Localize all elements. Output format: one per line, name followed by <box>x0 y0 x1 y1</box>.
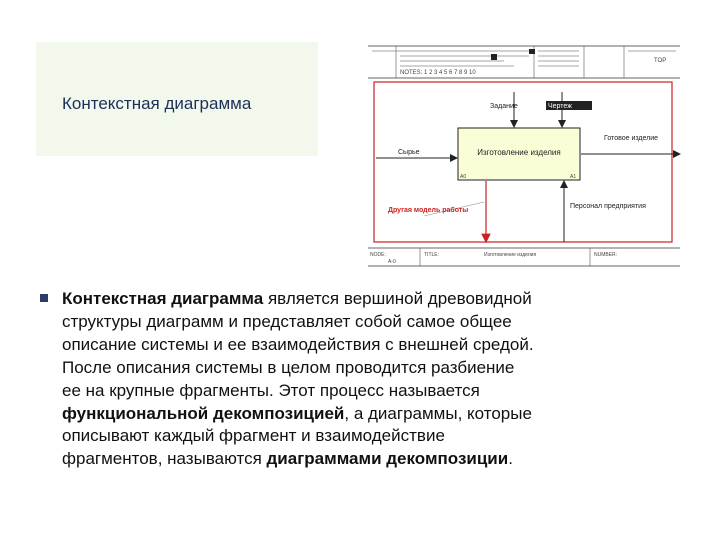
mechanism-label: Персонал предприятия <box>570 203 646 210</box>
control-label-drawing: Чертеж <box>548 103 572 110</box>
body-line-6 <box>62 403 692 426</box>
square-bullet-icon <box>40 294 48 302</box>
body-line-4: После описания системы в целом проводится разбиение <box>62 357 515 377</box>
term-context-diagram: Контекстная диаграмма <box>62 289 264 308</box>
footer-node-label: NODE: <box>370 252 386 258</box>
body-line-7: описывают каждый фрагмент и взаимодействие <box>62 426 445 446</box>
output-label <box>604 135 658 142</box>
context-label: TOP <box>654 58 667 64</box>
body-paragraph <box>62 288 692 471</box>
body-line-8-start: фрагментов, называются <box>62 449 267 469</box>
body-line-3: описание системы и ее взаимодействия с внешней средой. <box>62 334 534 354</box>
body-line-8-end: . <box>508 449 513 469</box>
diagram-header-form <box>368 46 680 78</box>
output-label-text: Готовое изделие <box>604 135 659 142</box>
body-line-2: структуры диаграмм и представляет собой самое общее <box>62 311 512 331</box>
term-decomposition-diagrams: диаграммами декомпозиции <box>266 449 509 469</box>
body-line-1 <box>62 288 692 311</box>
diagram-footer <box>368 248 680 266</box>
slide-title: Контекстная диаграмма <box>62 94 252 113</box>
footer-title-label: TITLE: <box>424 252 440 258</box>
title-panel <box>36 42 318 156</box>
idef0-context-diagram <box>364 42 684 270</box>
body-line-8 <box>62 448 692 471</box>
body-line-5: ее на крупные фрагменты. Этот процесс называется <box>62 380 480 400</box>
footer-node-value: A-0 <box>388 259 396 265</box>
activity-node: A0 <box>460 174 467 180</box>
activity-number: A1 <box>570 174 577 180</box>
control-label-task: Задание <box>490 103 518 110</box>
call-label: Другая модель работы <box>388 207 469 214</box>
footer-number-label: NUMBER: <box>594 252 618 258</box>
term-functional-decomposition: функциональной декомпозицией <box>62 403 345 423</box>
input-label: Сырье <box>398 149 420 156</box>
activity-label: Изготовление изделия <box>477 148 561 157</box>
footer-title-value: Изготовление изделия <box>484 252 537 258</box>
header-numbers: NOTES: 1 2 3 4 5 6 7 8 9 10 <box>400 70 476 76</box>
body-line-6-rest: , а диаграммы, которые <box>344 403 532 423</box>
body-line-1-rest: является вершиной древовидной <box>263 289 532 308</box>
